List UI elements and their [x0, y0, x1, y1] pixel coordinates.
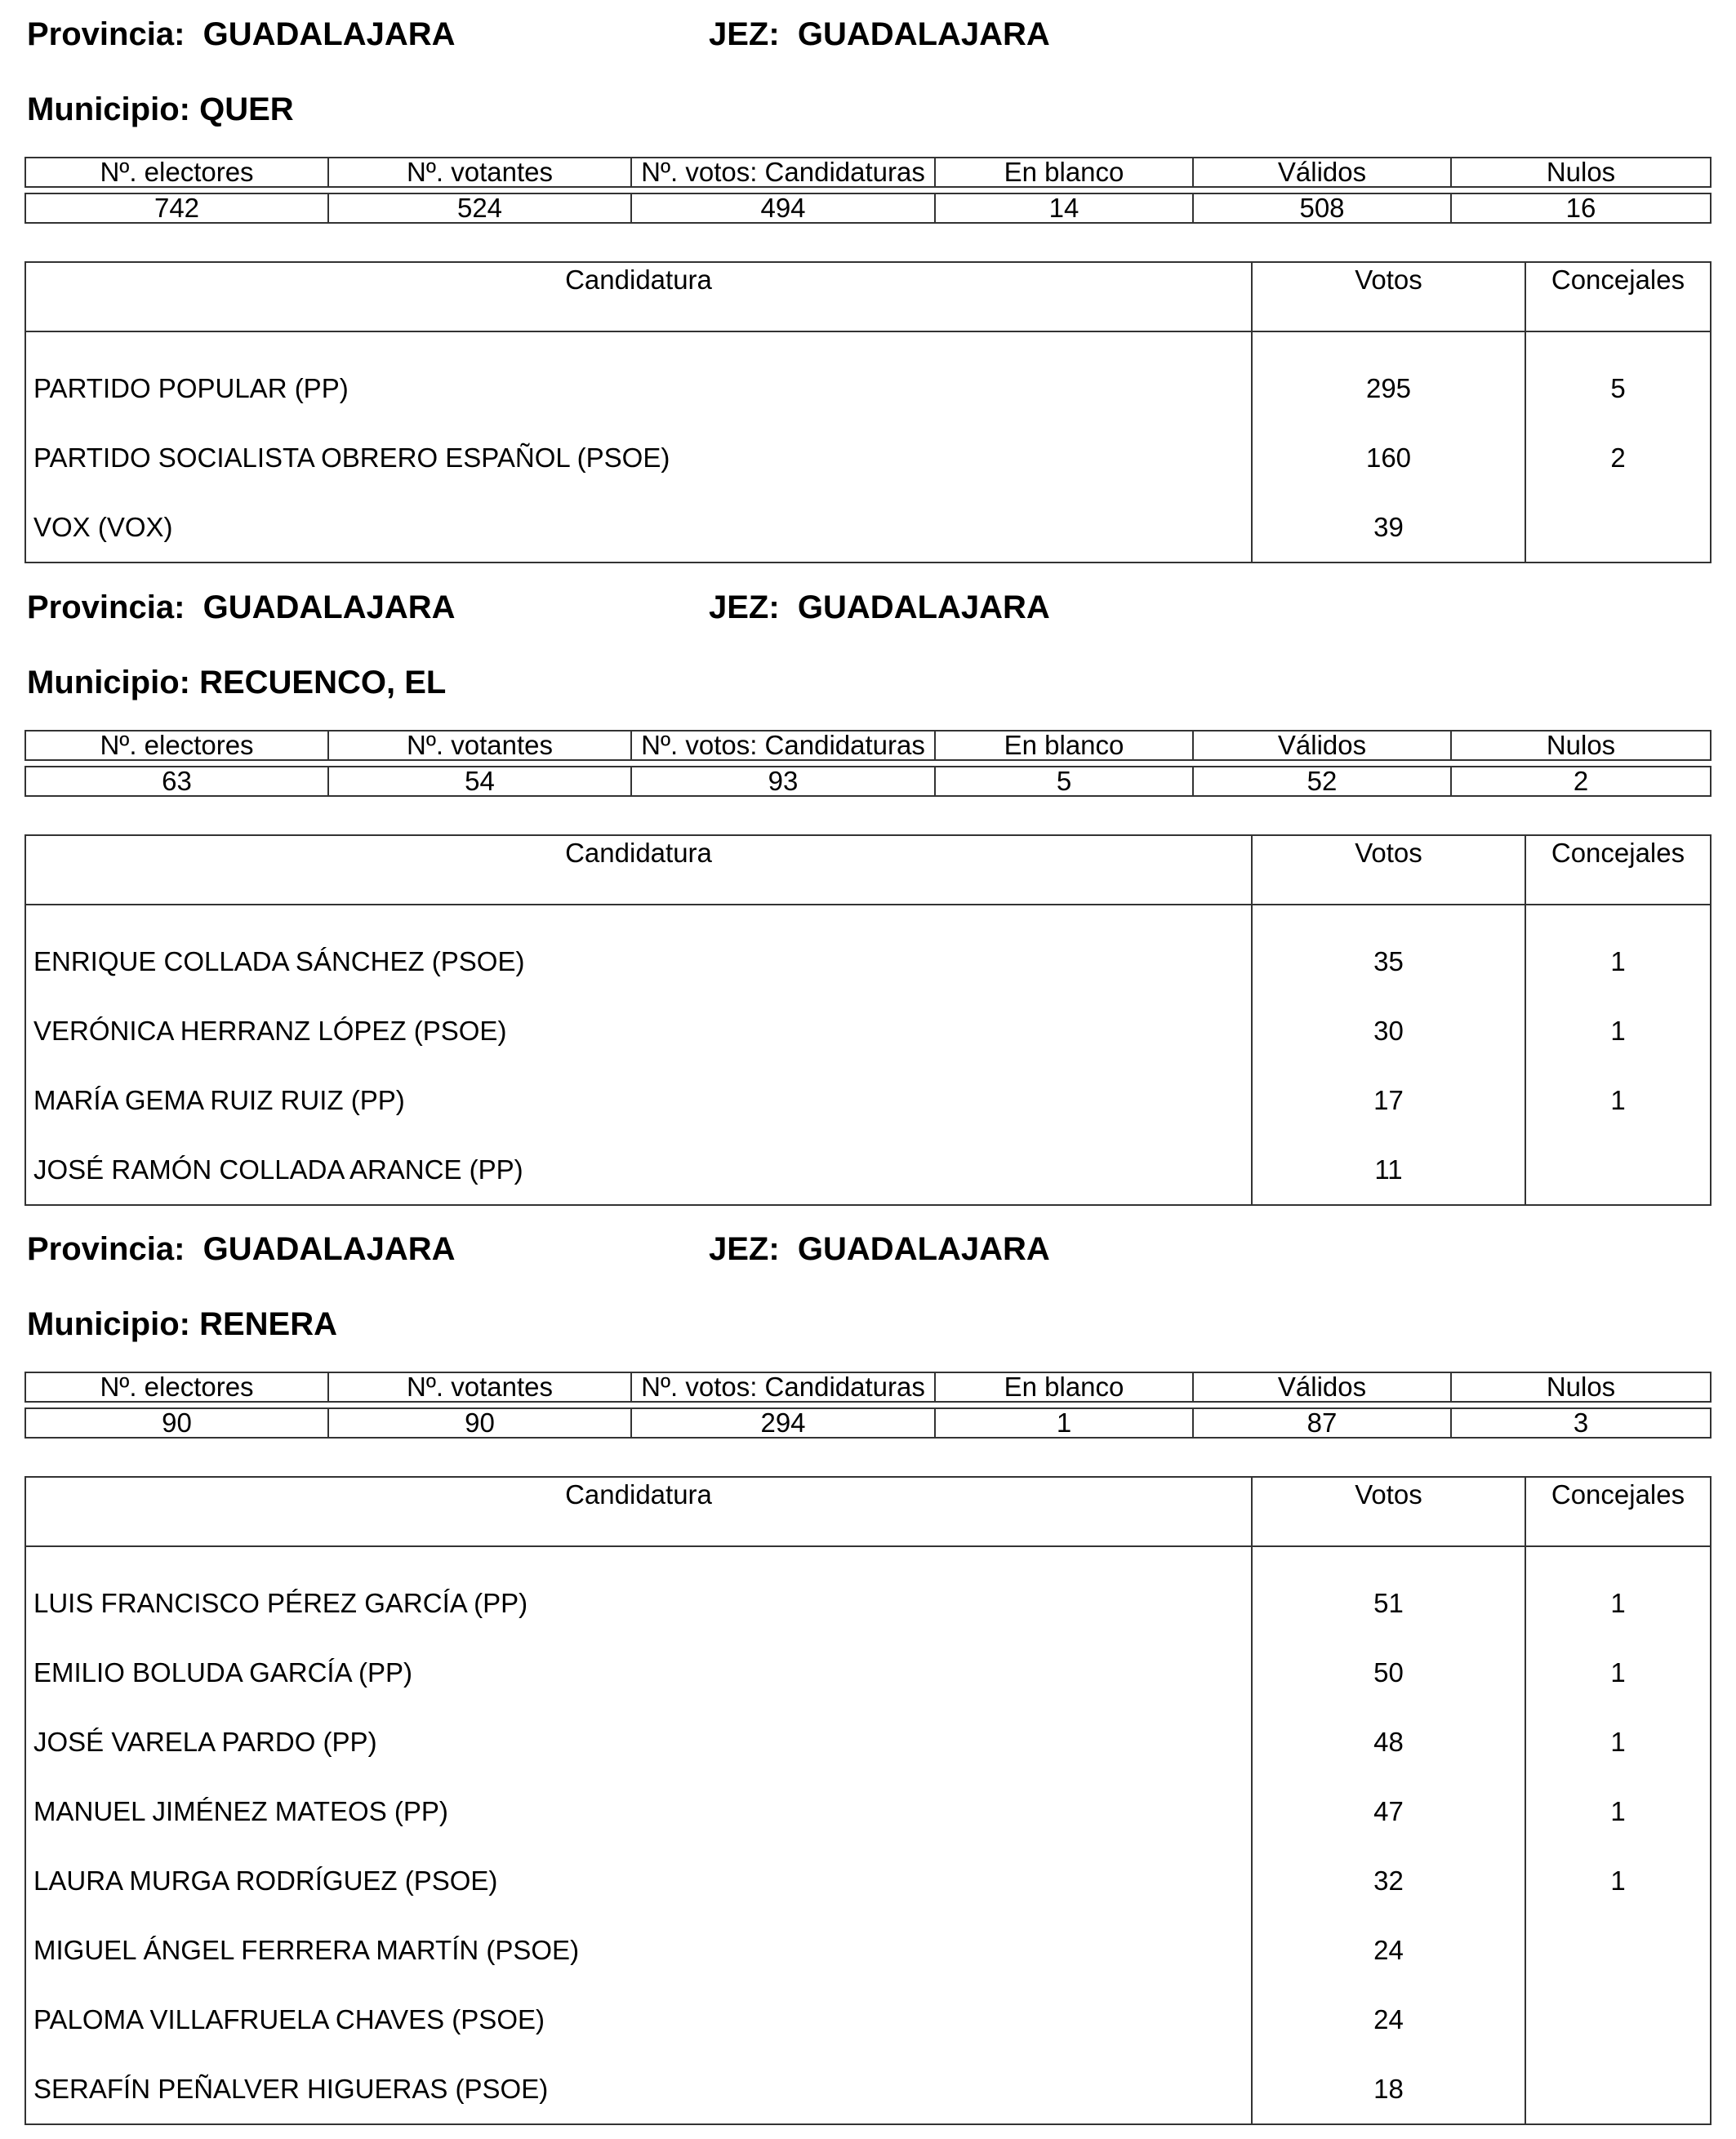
- candidate-votos: 48: [1252, 1707, 1525, 1777]
- candidate-votos: 32: [1252, 1846, 1525, 1915]
- summary-value-cell: 14: [935, 193, 1193, 223]
- candidate-votos: 24: [1252, 1915, 1525, 1985]
- summary-header-cell: Nº. electores: [25, 158, 328, 187]
- candidatura-header: Candidatura: [25, 1477, 1252, 1546]
- summary-value-cell: 508: [1193, 193, 1451, 223]
- candidate-votos: 295: [1252, 354, 1525, 423]
- summary-header-cell: Nº. votos: Candidaturas: [631, 1372, 935, 1402]
- summary-header-cell: Nº. votantes: [328, 158, 631, 187]
- summary-value-cell: 742: [25, 193, 328, 223]
- candidate-concejales: 1: [1525, 1568, 1711, 1638]
- summary-header-row: [25, 158, 1711, 187]
- candidate-votos: 160: [1252, 423, 1525, 492]
- provincia-value: GUADALAJARA: [203, 16, 456, 52]
- summary-value-cell: 93: [631, 767, 935, 796]
- candidate-row: [25, 1065, 1711, 1135]
- summary-value-cell: 87: [1193, 1408, 1451, 1438]
- summary-value-row: [25, 1408, 1711, 1438]
- summary-header-cell: Nº. votantes: [328, 731, 631, 760]
- candidatura-header: Candidatura: [25, 835, 1252, 905]
- candidate-votos: 35: [1252, 927, 1525, 996]
- candidate-name: MANUEL JIMÉNEZ MATEOS (PP): [25, 1777, 1252, 1846]
- summary-header-cell: Nº. electores: [25, 731, 328, 760]
- summary-value-cell: 54: [328, 767, 631, 796]
- provincia-heading: Provincia: GUADALAJARA: [27, 16, 456, 52]
- candidate-concejales: 1: [1525, 1707, 1711, 1777]
- summary-header-row: [25, 731, 1711, 760]
- candidate-row: [25, 1568, 1711, 1638]
- summary-value-cell: 16: [1451, 193, 1711, 223]
- candidate-name: VERÓNICA HERRANZ LÓPEZ (PSOE): [25, 996, 1252, 1065]
- summary-table: [24, 730, 1712, 797]
- candidate-row: [25, 927, 1711, 996]
- municipio-heading: Municipio: RENERA: [27, 1306, 337, 1342]
- summary-value-row: [25, 767, 1711, 796]
- candidate-concejales: 5: [1525, 354, 1711, 423]
- provincia-heading: Provincia: GUADALAJARA: [27, 1231, 456, 1267]
- candidate-name: JOSÉ VARELA PARDO (PP): [25, 1707, 1252, 1777]
- summary-value-cell: 2: [1451, 767, 1711, 796]
- candidate-votos: 30: [1252, 996, 1525, 1065]
- candidate-name: JOSÉ RAMÓN COLLADA ARANCE (PP): [25, 1135, 1252, 1205]
- candidate-row: [25, 1846, 1711, 1915]
- candidate-concejales: 1: [1525, 996, 1711, 1065]
- candidate-row: [25, 354, 1711, 423]
- candidate-name: LAURA MURGA RODRÍGUEZ (PSOE): [25, 1846, 1252, 1915]
- jez-value: GUADALAJARA: [797, 16, 1050, 52]
- candidate-name: SERAFÍN PEÑALVER HIGUERAS (PSOE): [25, 2054, 1252, 2124]
- candidate-row: [25, 1707, 1711, 1777]
- candidate-name: PARTIDO SOCIALISTA OBRERO ESPAÑOL (PSOE): [25, 423, 1252, 492]
- candidate-name: PALOMA VILLAFRUELA CHAVES (PSOE): [25, 1985, 1252, 2054]
- summary-header-cell: Nulos: [1451, 1372, 1711, 1402]
- jez-heading: JEZ: GUADALAJARA: [709, 589, 1050, 625]
- candidates-table: [24, 1476, 1712, 2125]
- municipio-value: QUER: [199, 91, 294, 127]
- candidate-row: [25, 1985, 1711, 2054]
- candidates-header-row: [25, 1477, 1711, 1546]
- summary-header-cell: Nulos: [1451, 158, 1711, 187]
- provincia-value: GUADALAJARA: [203, 589, 456, 625]
- candidate-concejales: 1: [1525, 927, 1711, 996]
- concejales-header: Concejales: [1525, 1477, 1711, 1546]
- summary-header-cell: Nulos: [1451, 731, 1711, 760]
- candidate-row: [25, 996, 1711, 1065]
- candidate-concejales: [1525, 492, 1711, 563]
- candidate-concejales: [1525, 1985, 1711, 2054]
- summary-header-cell: Nº. votos: Candidaturas: [631, 158, 935, 187]
- candidatura-header: Candidatura: [25, 262, 1252, 331]
- municipio-value: RECUENCO, EL: [199, 665, 447, 700]
- concejales-header: Concejales: [1525, 835, 1711, 905]
- summary-header-cell: Válidos: [1193, 158, 1451, 187]
- summary-header-cell: En blanco: [935, 158, 1193, 187]
- candidate-votos: 50: [1252, 1638, 1525, 1707]
- summary-value-cell: 3: [1451, 1408, 1711, 1438]
- summary-table: [24, 1372, 1712, 1439]
- candidate-concejales: [1525, 1135, 1711, 1205]
- candidate-name: ENRIQUE COLLADA SÁNCHEZ (PSOE): [25, 927, 1252, 996]
- summary-value-cell: 5: [935, 767, 1193, 796]
- candidates-header-row: [25, 835, 1711, 905]
- summary-value-cell: 90: [25, 1408, 328, 1438]
- jez-heading: JEZ: GUADALAJARA: [709, 16, 1050, 52]
- candidate-concejales: 2: [1525, 423, 1711, 492]
- candidate-name: MIGUEL ÁNGEL FERRERA MARTÍN (PSOE): [25, 1915, 1252, 1985]
- jez-value: GUADALAJARA: [797, 589, 1050, 625]
- summary-header-cell: En blanco: [935, 731, 1193, 760]
- summary-header-cell: Válidos: [1193, 731, 1451, 760]
- provincia-value: GUADALAJARA: [203, 1231, 456, 1267]
- summary-table: [24, 157, 1712, 224]
- candidate-row: [25, 1135, 1711, 1205]
- summary-value-cell: 1: [935, 1408, 1193, 1438]
- votos-header: Votos: [1252, 1477, 1525, 1546]
- summary-header-cell: Nº. votantes: [328, 1372, 631, 1402]
- candidate-concejales: 1: [1525, 1065, 1711, 1135]
- candidate-row: [25, 492, 1711, 563]
- municipio-value: RENERA: [199, 1306, 337, 1342]
- candidate-votos: 11: [1252, 1135, 1525, 1205]
- candidate-row: [25, 423, 1711, 492]
- summary-value-row: [25, 193, 1711, 223]
- summary-header-row: [25, 1372, 1711, 1402]
- candidate-concejales: 1: [1525, 1638, 1711, 1707]
- candidate-concejales: [1525, 2054, 1711, 2124]
- candidate-votos: 17: [1252, 1065, 1525, 1135]
- summary-header-cell: En blanco: [935, 1372, 1193, 1402]
- concejales-header: Concejales: [1525, 262, 1711, 331]
- provincia-heading: Provincia: GUADALAJARA: [27, 589, 456, 625]
- candidate-concejales: [1525, 1915, 1711, 1985]
- candidate-name: EMILIO BOLUDA GARCÍA (PP): [25, 1638, 1252, 1707]
- candidate-name: PARTIDO POPULAR (PP): [25, 354, 1252, 423]
- candidate-name: MARÍA GEMA RUIZ RUIZ (PP): [25, 1065, 1252, 1135]
- municipio-heading: Municipio: QUER: [27, 91, 294, 127]
- candidate-votos: 39: [1252, 492, 1525, 563]
- summary-value-cell: 90: [328, 1408, 631, 1438]
- jez-value: GUADALAJARA: [797, 1231, 1050, 1267]
- candidate-votos: 24: [1252, 1985, 1525, 2054]
- summary-header-cell: Válidos: [1193, 1372, 1451, 1402]
- candidates-table: [24, 834, 1712, 1206]
- summary-value-cell: 494: [631, 193, 935, 223]
- candidate-row: [25, 1915, 1711, 1985]
- candidate-concejales: 1: [1525, 1846, 1711, 1915]
- candidate-votos: 18: [1252, 2054, 1525, 2124]
- candidate-concejales: 1: [1525, 1777, 1711, 1846]
- candidate-row: [25, 2054, 1711, 2124]
- municipio-heading: Municipio: RECUENCO, EL: [27, 665, 447, 700]
- jez-heading: JEZ: GUADALAJARA: [709, 1231, 1050, 1267]
- candidate-votos: 47: [1252, 1777, 1525, 1846]
- summary-value-cell: 294: [631, 1408, 935, 1438]
- candidate-name: LUIS FRANCISCO PÉREZ GARCÍA (PP): [25, 1568, 1252, 1638]
- summary-header-cell: Nº. votos: Candidaturas: [631, 731, 935, 760]
- summary-value-cell: 63: [25, 767, 328, 796]
- candidate-name: VOX (VOX): [25, 492, 1252, 563]
- summary-header-cell: Nº. electores: [25, 1372, 328, 1402]
- candidates-table: [24, 261, 1712, 563]
- candidate-votos: 51: [1252, 1568, 1525, 1638]
- candidate-row: [25, 1638, 1711, 1707]
- summary-value-cell: 52: [1193, 767, 1451, 796]
- summary-value-cell: 524: [328, 193, 631, 223]
- candidate-row: [25, 1777, 1711, 1846]
- votos-header: Votos: [1252, 835, 1525, 905]
- candidates-header-row: [25, 262, 1711, 331]
- votos-header: Votos: [1252, 262, 1525, 331]
